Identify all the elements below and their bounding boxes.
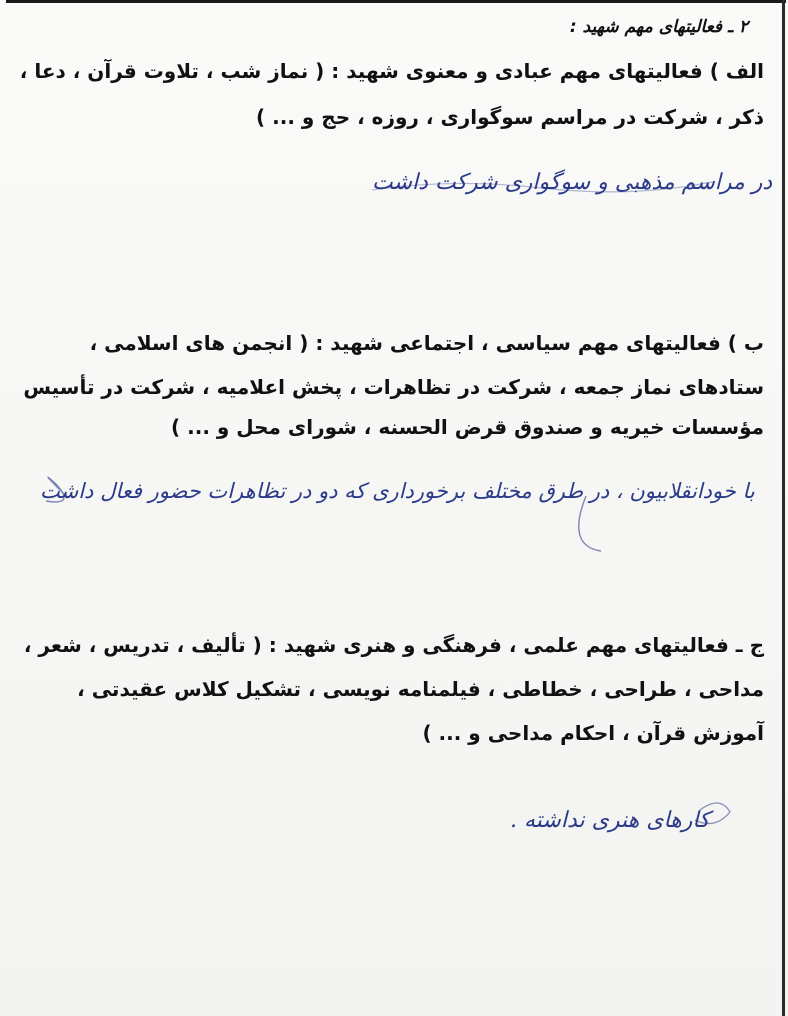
section-b-line-3: مؤسسات خیریه و صندوق قرض الحسنه ، شورای محل و ... ) <box>171 415 764 439</box>
section-c-line-2: مداحی ، طراحی ، خطاطی ، فیلمنامه نویسی ، تشکیل کلاس عقیدتی ، <box>77 677 764 701</box>
section-a-ink-stroke <box>362 160 722 200</box>
section-heading: ۲ ـ فعالیتهای مهم شهید : <box>569 17 748 37</box>
page-top-border <box>6 0 786 3</box>
section-a-line-1: الف ) فعالیتهای مهم عبادی و معنوی شهید : ( نماز شب ، تلاوت قرآن ، دعا ، <box>19 59 764 83</box>
section-c-handwritten-answer: کارهای هنری نداشته . <box>510 808 710 833</box>
section-b-ink-stroke <box>26 456 786 566</box>
section-c-ink-stroke <box>500 790 740 850</box>
section-b-line-1: ب ) فعالیتهای مهم سیاسی ، اجتماعی شهید : ( انجمن های اسلامی ، <box>89 331 764 355</box>
section-a-handwritten-answer: در مراسم مذهبی و سوگواری شرکت داشت <box>372 170 773 195</box>
section-c-line-1: ج ـ فعالیتهای مهم علمی ، فرهنگی و هنری شهید : ( تألیف ، تدریس ، شعر ، <box>23 633 764 657</box>
section-a-line-2: ذکر ، شرکت در مراسم سوگواری ، روزه ، حج و ... ) <box>256 105 764 129</box>
section-c-line-3: آموزش قرآن ، احکام مداحی و ... ) <box>422 721 764 745</box>
section-b-line-2: ستادهای نماز جمعه ، شرکت در تظاهرات ، پخش اعلامیه ، شرکت در تأسیس <box>23 375 764 399</box>
section-b-handwritten-answer: با خودانقلابیون ، در طرق مختلف برخورداری که دو در تظاهرات حضور فعال داشت <box>40 479 755 503</box>
